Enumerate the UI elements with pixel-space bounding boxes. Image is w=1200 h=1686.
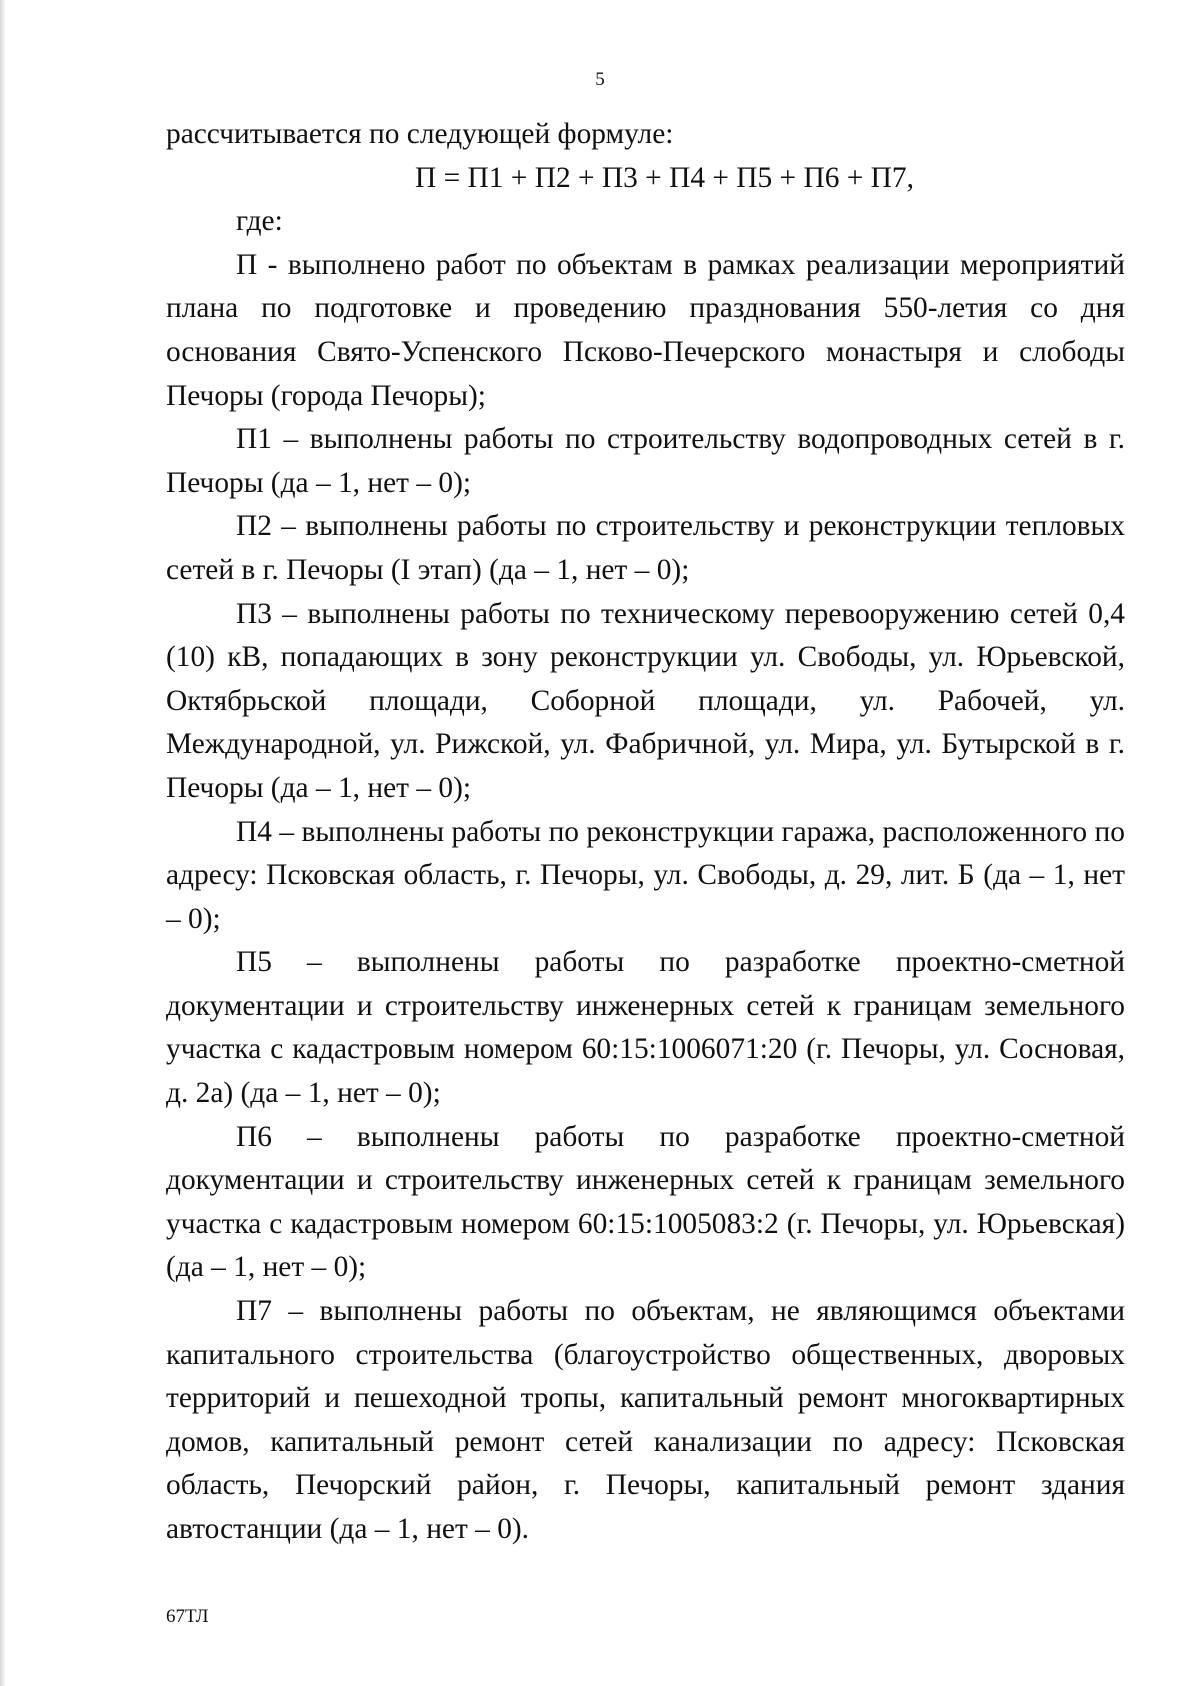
- document-code: 67ТЛ: [166, 1606, 209, 1627]
- definition-p6: П6 – выполнены работы по разработке проектно-сметной документации и строительству инженерных сетей к границам земельного участка с кадастровым номером 60:15:1005083:2 (г. Печоры, ул. Юрьевская) (да – 1, нет – 0);: [166, 1120, 1125, 1284]
- definition-p1: П1 – выполнены работы по строительству водопроводных сетей в г. Печоры (да – 1, нет – 0);: [166, 423, 1125, 499]
- scan-edge: [0, 0, 6, 1686]
- document-body: [166, 113, 1125, 1552]
- definition-p5: П5 – выполнены работы по разработке проектно-сметной документации и строительству инженерных сетей к границам земельного участка с кадастровым номером 60:15:1006071:20 (г. Печоры, ул. Сосновая, д. 2а) (да – 1, нет – 0);: [166, 946, 1125, 1110]
- definition-p: П - выполнено работ по объектам в рамках реализации мероприятий плана по подготовке и проведению празднования 550-летия со дня основания Свято-Успенского Псково-Печерского монастыря и слободы Печоры (города Печоры);: [166, 248, 1125, 412]
- definition-p3: П3 – выполнены работы по техническому перевооружению сетей 0,4 (10) кВ, попадающих в зону реконструкции ул. Свободы, ул. Юрьевской, Октябрьской площади, Соборной площади, ул. Рабочей, ул. Международной, ул. Рижской, ул. Фабричной, ул. Мира, ул. Бутырской в г. Печоры (да – 1, нет – 0);: [166, 597, 1125, 804]
- where-label: где:: [236, 205, 283, 238]
- formula: П = П1 + П2 + П3 + П4 + П5 + П6 + П7,: [415, 161, 914, 194]
- definition-p2: П2 – выполнены работы по строительству и реконструкции тепловых сетей в г. Печоры (I этап) (да – 1, нет – 0);: [166, 510, 1125, 586]
- page-number: 5: [595, 69, 605, 90]
- definition-p4: П4 – выполнены работы по реконструкции гаража, расположенного по адресу: Псковская область, г. Печоры, ул. Свободы, д. 29, лит. Б (да – 1, нет – 0);: [166, 815, 1125, 935]
- definition-p7: П7 – выполнены работы по объектам, не являющимся объектами капитального строительства (благоустройство общественных, дворовых территорий и пешеходной тропы, капитальный ремонт многоквартирных домов, капитальный ремонт сетей канализации по адресу: Псковская область, Печорский район, г. Печоры, капитальный ремонт здания автостанции (да – 1, нет – 0).: [166, 1295, 1125, 1545]
- intro-text: рассчитывается по следующей формуле:: [166, 118, 674, 150]
